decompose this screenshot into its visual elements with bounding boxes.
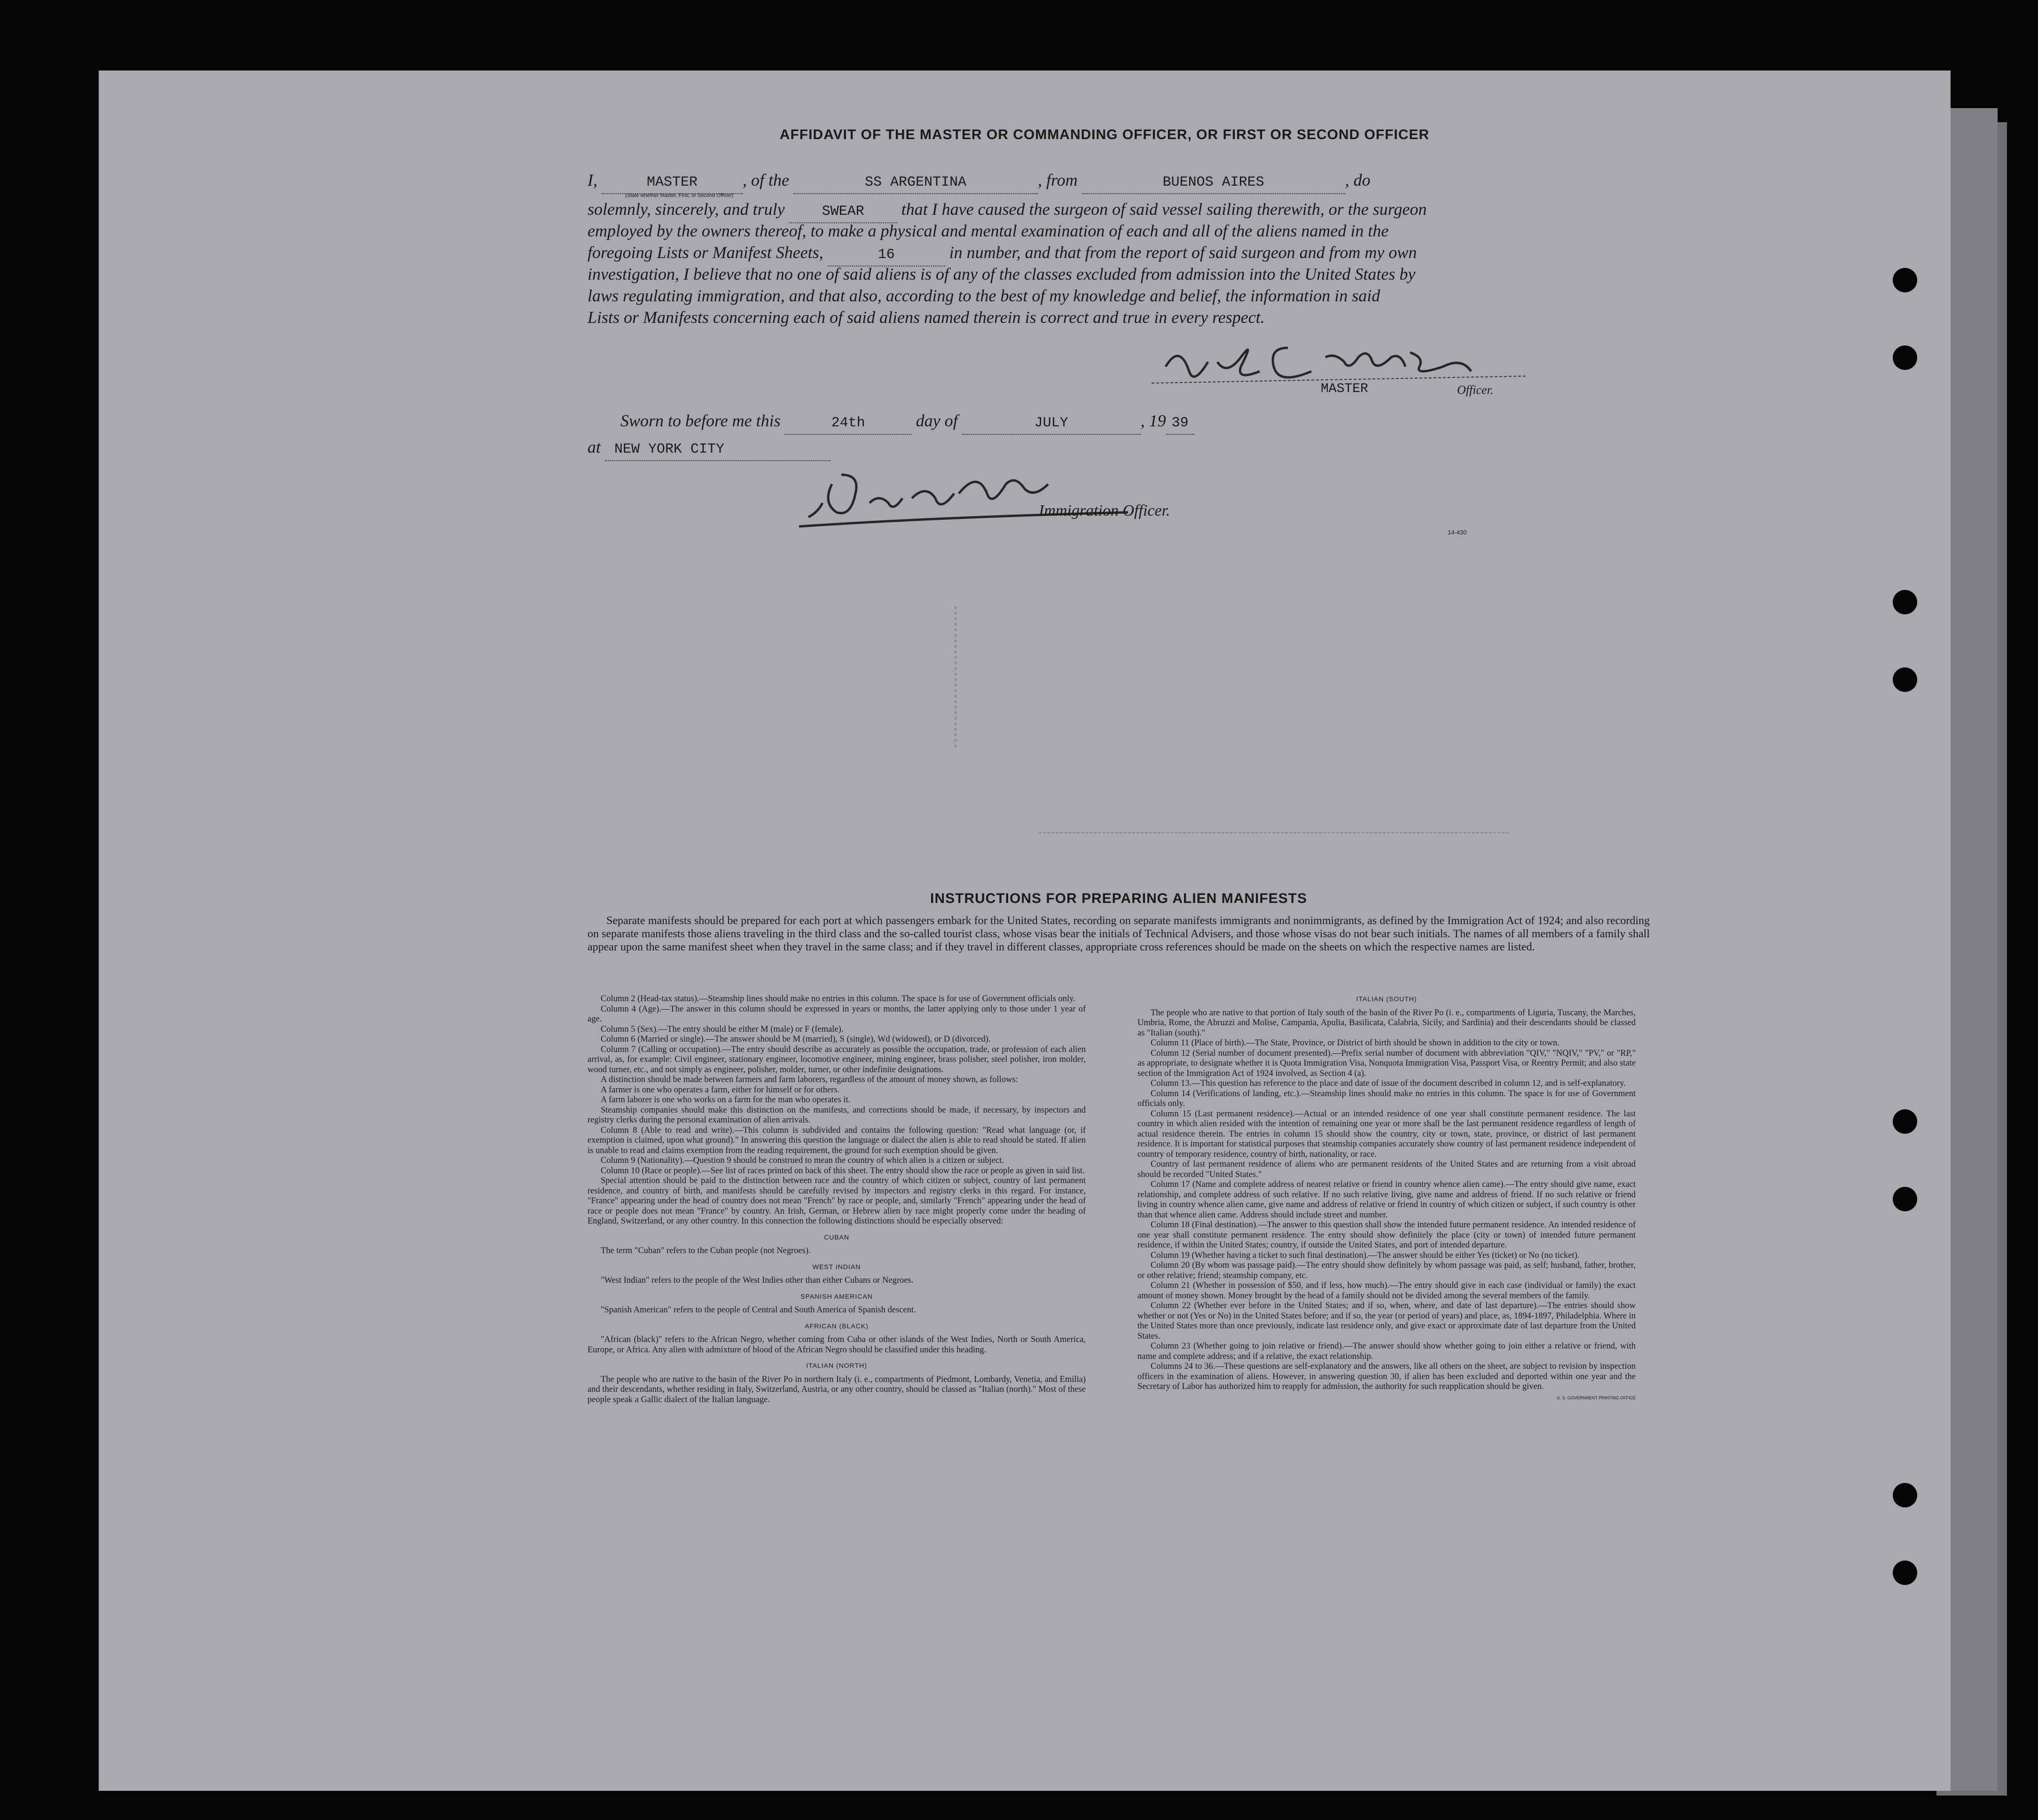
instruction-paragraph: Column 7 (Calling or occupation).—The entry should describe as accurately as possible the occupation, trade, or profession of each alien arrival, as, for example: Civil engineer, stationary engineer, locomotive engineer, mining engineer, brass polisher, steel polisher, iron molder, wood turner, etc., and not simply as engineer, polisher, molder, turner, or other indefinite designations. [588, 1044, 1086, 1075]
punch-hole [1893, 345, 1917, 370]
bleed-through-mark [954, 606, 971, 747]
oath-field: SWEAR [789, 201, 897, 223]
bleed-through-mark [1039, 832, 1509, 852]
text: I, [588, 171, 597, 189]
instruction-paragraph: Column 6 (Married or single).—The answer should be M (married), S (single), Wd (widowed), or D (divorced). [601, 1035, 991, 1044]
instruction-paragraph: Column 20 (By whom was passage paid).—The entry should show definitely by whom passage was paid, as self; husband, father, brother, or other relative; friend; steamship company, etc. [1137, 1261, 1636, 1280]
instructions-intro: Separate manifests should be prepared for each port at which passengers embark for the United States, recording on separate manifests immigrants and nonimmigrants, as defined by the Immigration Act of 1924; and also recording on separate manifests those aliens traveling in the third class and the so-called tourist class, whose visas bear the initials of Technical Advisers, and those whose visas do not bear such initials. The names of all members of a family shall appear upon the same manifest sheet when they travel in the same class; and if they travel in different classes, appropriate cross references should be made on the sheets on which the respective names are listed. [588, 915, 1650, 953]
text: Sworn to before me this [620, 411, 781, 430]
section-heading-spanish-american: SPANISH AMERICAN [800, 1292, 873, 1300]
text: , 19 [1140, 411, 1166, 430]
instruction-paragraph: A farmer is one who operates a farm, either for himself or for others. [601, 1085, 840, 1095]
instruction-paragraph: Steamship companies should make this distinction on the manifests, and corrections should be made, if necessary, by inspectors and registry clerks during the personal examination of alien arrivals. [588, 1105, 1086, 1125]
affidavit-line-7: Lists or Manifests concerning each of said aliens named therein is correct and true in every respect. [588, 308, 1265, 327]
instruction-paragraph: Column 17 (Name and complete address of nearest relative or friend in country whence alien came).—The entry should give name, exact relationship, and complete address of such relative. If no such relative living, give name and address of friend. If no such relative or friend living in country whence alien came, give name and address of relative or friend in country of which citizen or subject, if such country is other than that whence alien came. Address should include street and number. [1137, 1180, 1636, 1220]
instruction-paragraph: The term "Cuban" refers to the Cuban people (not Negroes). [601, 1246, 811, 1255]
rank-field: MASTER [602, 172, 743, 194]
instruction-paragraph: Column 4 (Age).—The answer in this column should be expressed in years or months, the latter applying only to those under 1 year of age. [588, 1004, 1086, 1024]
section-heading-italian-south: ITALIAN (SOUTH) [1356, 995, 1417, 1003]
section-heading-cuban: CUBAN [823, 1233, 849, 1241]
instruction-paragraph: A farm laborer is one who works on a farm for the man who operates it. [601, 1095, 851, 1105]
instructions-right-column [1137, 994, 1636, 1403]
text: , from [1037, 171, 1078, 189]
sworn-day-field: 24th [785, 412, 912, 435]
text: foregoing Lists or Manifest Sheets, [588, 243, 823, 262]
punch-hole [1893, 1561, 1917, 1585]
instruction-paragraph: Column 2 (Head-tax status).—Steamship lines should make no entries in this column. The space is for use of Government officials only. [601, 994, 1075, 1004]
port-field: BUENOS AIRES [1082, 172, 1345, 194]
form-number: 14-430 [1448, 529, 1467, 536]
instruction-paragraph: Column 13.—This question has reference to the place and date of issue of the document described in column 12, and is self-explanatory. [1151, 1079, 1626, 1088]
instruction-paragraph: Column 23 (Whether going to join relative or friend).—The answer should show whether going to join either a relative or friend, with name and complete address; and if a relative, the exact relationship. [1137, 1341, 1636, 1361]
sworn-year-field: 39 [1166, 412, 1194, 435]
instruction-paragraph: Column 5 (Sex).—The entry should be either M (male) or F (female). [601, 1024, 844, 1034]
text: at [588, 438, 601, 456]
sheet-count-field: 16 [828, 244, 945, 267]
instruction-paragraph: Column 8 (Able to read and write).—This column is subdivided and contains the following question: "Read what language (or, if exemption is claimed, upon what ground)." In answering this question the language or dialect the alien is able to read should be stated. If alien is unable to read and claims exemption from the reading requirement, the ground for such exemption should be given. [588, 1125, 1086, 1155]
affidavit-line-5: investigation, I believe that no one of said aliens is of any of the classes excluded from admission into the United States by [588, 265, 1416, 283]
section-heading-african: AFRICAN (BLACK) [805, 1322, 869, 1330]
punch-hole [1893, 667, 1917, 692]
text: solemnly, sincerely, and truly [588, 200, 785, 219]
section-heading-italian-north: ITALIAN (NORTH) [806, 1362, 867, 1369]
instruction-paragraph: "West Indian" refers to the people of the West Indies other than either Cubans or Negroes. [601, 1276, 914, 1285]
affidavit-line-1 [588, 169, 1546, 194]
instruction-paragraph: A distinction should be made between farmers and farm laborers, regardless of the amount of money shown, as follows: [601, 1075, 1018, 1084]
immigration-officer-label: Immigration Officer. [1039, 502, 1170, 519]
affidavit-title: AFFIDAVIT OF THE MASTER OR COMMANDING OFFICER, OR FIRST OR SECOND OFFICER [779, 127, 1430, 142]
printer-imprint: U. S. GOVERNMENT PRINTING OFFICE [1557, 1395, 1636, 1400]
instruction-paragraph: Column 10 (Race or people).—See list of races printed on back of this sheet. The entry should show the race or people as given in said list. [601, 1166, 1085, 1176]
section-heading-west-indian: WEST INDIAN [812, 1263, 861, 1271]
instructions-title: INSTRUCTIONS FOR PREPARING ALIEN MANIFESTS [930, 891, 1308, 906]
instruction-paragraph: Column 14 (Verifications of landing, etc.).—Steamship lines should make no entries in this column. The space is for use of Government officials only. [1137, 1089, 1636, 1108]
instruction-paragraph: Column 21 (Whether in possession of $50, and if less, how much).—The entry should give in each case (individual or family) the exact amount of money shown. Money brought by the head of a family should not be divided among the several members of the family. [1137, 1281, 1636, 1301]
affidavit-line-6: laws regulating immigration, and that also, according to the best of my knowledge and belief, the information in said [588, 286, 1380, 305]
sworn-month-field: JULY [962, 412, 1141, 435]
instruction-paragraph: Country of last permanent residence of aliens who are permanent residents of the United States and are returning from a visit abroad should be recorded "United States." [1137, 1160, 1636, 1179]
punch-hole [1893, 268, 1917, 292]
text: , of the [743, 171, 789, 189]
instruction-paragraph: The people who are native to the basin of the River Po in northern Italy (i. e., compartments of Piedmont, Lombardy, Venetia, and Emilia) and their descendants, whether residing in Italy, Switzerland, Austria, or any other country, should be classed as "Italian (north)." Most of these people speak a Gallic dialect of the Italian language. [588, 1374, 1086, 1404]
instruction-paragraph: Special attention should be paid to the distinction between race and the country of which citizen or subject, country of last permanent residence, and country of birth, and manifests should be carefully revised by inspectors and registry clerks in this regard. For instance, "France" appearing under the head of country does not mean "French" by race or people, and, similarly "French" appearing under the head of race or people does not mean "France" by country. An Irish, German, or Hebrew alien by race might properly come under the heading of England, Switzerland, or any other country. In this connection the following distinctions should be especially observed: [588, 1176, 1086, 1226]
punch-hole [1893, 1483, 1917, 1507]
punch-hole [1893, 590, 1917, 614]
instruction-paragraph: Column 18 (Final destination).—The answer to this question shall show the intended future permanent residence. An intended residence of one year shall constitute permanent residence. The entry should show definitely the place (city or town) of intended future permanent residence, if within the United States; country, if outside the United States, and port of intended departure. [1137, 1220, 1636, 1250]
manifest-page [99, 71, 1951, 1791]
rank-note: (State whether Master, First, or Second Officer) [625, 193, 734, 198]
instruction-paragraph: "Spanish American" refers to the people of Central and South America of Spanish descent. [601, 1305, 916, 1315]
affidavit-line-3: employed by the owners thereof, to make a physical and mental examination of each and all of the aliens named in the [588, 221, 1389, 240]
instruction-paragraph: "African (black)" refers to the African Negro, whether coming from Cuba or other islands of the West Indies, North or South America, Europe, or Africa. Any alien with admixture of blood of the African Negro should be classified under this heading. [588, 1335, 1086, 1355]
instruction-paragraph: Column 11 (Place of birth).—The State, Province, or District of birth should be shown in addition to the city or town. [1151, 1038, 1560, 1048]
instruction-paragraph: Column 9 (Nationality).—Question 9 should be construed to mean the country of which alien is a citizen or subject. [601, 1156, 1004, 1165]
sworn-line [620, 410, 1579, 435]
instructions-left-column [588, 994, 1086, 1405]
sworn-place-field: NEW YORK CITY [605, 439, 831, 461]
instruction-paragraph: The people who are native to that portion of Italy south of the basin of the River Po (i. e., compartments of Liguria, Tuscany, the Marches, Umbria, Rome, the Abruzzi and Molise, Campania, Apulia, Basilicata, Calabria, Sicily, and Sardinia) and their descendants should be classed as "Italian (south)." [1137, 1008, 1636, 1038]
instruction-paragraph: Column 19 (Whether having a ticket to such final destination).—The answer should be either Yes (ticket) or No (no ticket). [1151, 1250, 1580, 1260]
punch-hole [1893, 1187, 1917, 1211]
punch-hole [1893, 1109, 1917, 1134]
text: in number, and that from the report of said surgeon and from my own [949, 243, 1417, 262]
text: that I have caused the surgeon of said vessel sailing therewith, or the surgeon [901, 200, 1427, 219]
instruction-paragraph: Column 15 (Last permanent residence).—Actual or an intended residence of one year shall constitute permanent residence. The last country in which alien resided with the intention of remaining one year or more shall be the last permanent residence regardless of length of actual residence therein. The entries in column 15 should show the country, city or town, state, province, or district of last permanent residence. It is important for statistical purposes that steamship companies accurately show country of last permanent residence independent of country of temporary residence, country of birth, nationality, or race. [1137, 1109, 1636, 1159]
sworn-place-line [588, 436, 1546, 461]
instruction-paragraph: Column 12 (Serial number of document presented).—Prefix serial number of document with abbreviation "QIV," "NQIV," "PV," or "RP," as appropriate, to designate whether it is Quota Immigration Visa, Nonquota Immigration Visa, Passport Visa, or Reentry Permit; and also state section of the Immigration Act of 1924 involved, as Section 4 (a). [1137, 1048, 1636, 1078]
vessel-field: SS ARGENTINA [793, 172, 1038, 194]
officer-label: Officer. [1457, 383, 1494, 397]
text: , do [1345, 171, 1371, 189]
immigration-officer-signature [790, 465, 1137, 536]
text: day of [916, 411, 958, 430]
instruction-paragraph: Column 22 (Whether ever before in the United States; and if so, when, where, and date of last departure).—The entries should show whether or not (Yes or No) in the United States before; and if so, the year (or period of years) and place, as, 1894-1897, Philadelphia. Where in the United States more than once previously, indicate last residence only, and give exact or approximate date of last departure from the United States. [1137, 1301, 1636, 1341]
signature-title: MASTER [1321, 382, 1368, 396]
instruction-paragraph: Columns 24 to 36.—These questions are self-explanatory and the answers, like all others on the sheet, are subject to revision by inspection officers in the examination of aliens. However, in answering question 30, if alien has been excluded and deported within one year and the Secretary of Labor has authorized him to reapply for admission, the authority for such reapplication should be given. [1137, 1362, 1636, 1391]
